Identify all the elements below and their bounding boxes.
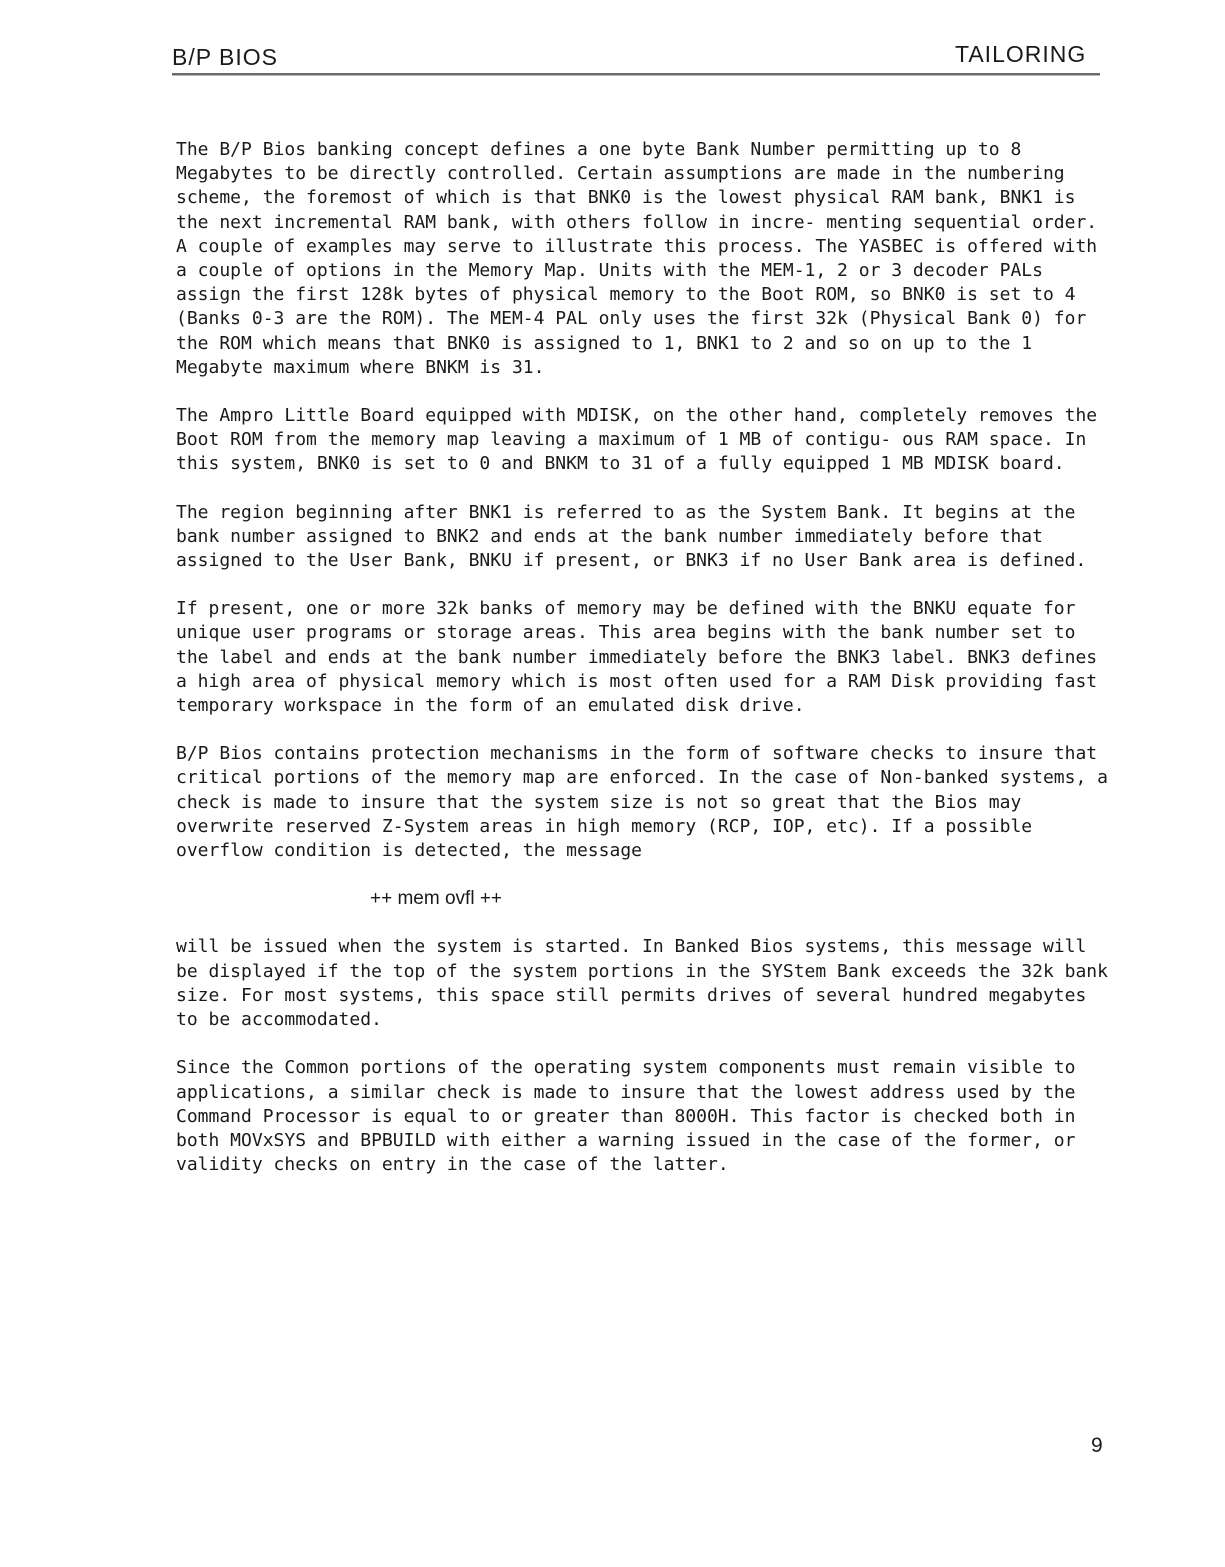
paragraph-system-bank: The region beginning after BNK1 is referred to as the System Bank. It begins at the bank number assigned to BNK2 and ends at the bank number immediately before that assigned to the User Bank, BNKU if present, or BNK3 if no User Bank area is defined. xyxy=(176,501,1087,572)
paragraph-banking-concept: The B/P Bios banking concept defines a one byte Bank Number permitting up to 8 Megabytes to be directly controlled. Certain assumptions are made in the numbering scheme, the foremost of which is that BNK0 is the lowest physical RAM bank, BNK1 is the next incremental RAM bank, with others follow in incre- menting sequential order. A couple of examples may serve to illustrate this process. The YASBEC is offered with a couple of options in the Memory Map. Units with the MEM-1, 2 or 3 decoder PALs assign the first 128k bytes of physical memory to the Boot ROM, so BNK0 is set to 4 (Banks 0-3 are the ROM). The MEM-4 PAL only uses the first 32k (Physical Bank 0) for the ROM which means that BNK0 is assigned to 1, BNK1 to 2 and so on up to the 1 Megabyte maximum where BNKM is 31. xyxy=(176,139,1098,378)
paragraph-banked-systems: will be issued when the system is started. In Banked Bios systems, this message will be displayed if the top of the system portions in the SYStem Bank exceeds the 32k bank size. For most systems, this space still permits drives of several hundred megabytes to be accommodated. xyxy=(176,936,1108,1031)
paragraph-user-bank: If present, one or more 32k banks of memory may be defined with the BNKU equate for unique user programs or storage areas. This area begins with the bank number set to the label and ends at the bank number immediately before the BNK3 label. BNK3 defines a high area of physical memory which is most often used for a RAM Disk providing fast temporary workspace in the form of an emulated disk drive. xyxy=(176,598,1098,717)
header-title-left: B/P BIOS xyxy=(172,44,279,70)
paragraph-ampro-board: The Ampro Little Board equipped with MDISK, on the other hand, completely removes the Boot ROM from the memory map leaving a maximum of 1 MB of contigu- ous RAM space. In this system, BNK0 is set to 0 and BNKM to 31 of a fully equipped 1 MB MDISK board. xyxy=(176,405,1098,475)
paragraph-protection: B/P Bios contains protection mechanisms in the form of software checks to insure that critical portions of the memory map are enforced. In the case of Non-banked systems, a check is made to insure that the system size is not so great that the Bios may overwrite reserved Z-System areas in high memory (RCP, IOP, etc). If a possible overflow condition is detected, the message xyxy=(176,743,1108,862)
page-number: 9 xyxy=(1091,1434,1103,1457)
page-body xyxy=(176,138,1116,1201)
header-title-right: TAILORING xyxy=(955,41,1087,67)
paragraph-common-portions: Since the Common portions of the operating system components must remain visible to applications, a similar check is made to insure that the lowest address used by the Command Processor is equal to or greater than 8000H. This factor is checked both in both MOVxSYS and BPBUILD with either a warning issued in the case of the former, or validity checks on entry in the case of the latter. xyxy=(176,1057,1076,1176)
overflow-message: ++ mem ovfl ++ xyxy=(370,888,503,910)
header-rule xyxy=(172,73,1100,76)
